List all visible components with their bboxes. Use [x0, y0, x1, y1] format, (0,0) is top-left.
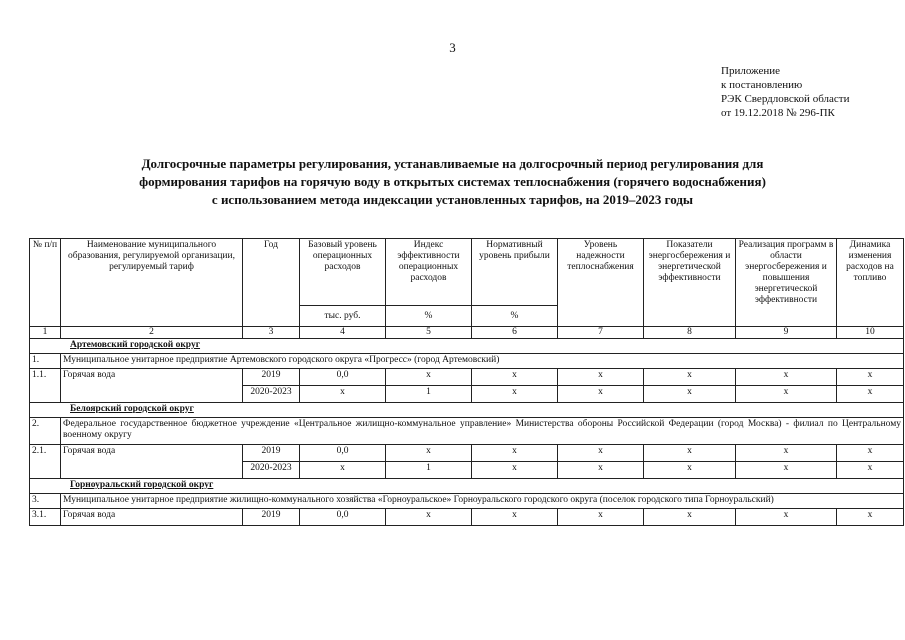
column-number: 10	[837, 327, 904, 339]
title-line: с использованием метода индексации установленных тарифов, на 2019–2023 годы	[211, 192, 694, 207]
header-cell: Уровень надежности теплоснабжения	[558, 239, 644, 327]
district-name	[30, 403, 904, 418]
value-cell: x	[386, 445, 472, 462]
organization-name: Муниципальное унитарное предприятие жилищно-коммунального хозяйства «Горноуральское» Горноуральского городского округа (поселок городского типа Горноуральский)	[61, 494, 904, 509]
district-row	[30, 479, 904, 494]
page-number: 3	[449, 40, 456, 55]
value-cell: x	[837, 462, 904, 479]
value-cell: x	[386, 509, 472, 526]
value-cell: x	[472, 445, 558, 462]
value-cell: x	[736, 509, 837, 526]
value-cell: x	[472, 509, 558, 526]
value-cell: x	[300, 462, 386, 479]
value-cell: 0,0	[300, 445, 386, 462]
tariff-row	[30, 369, 904, 386]
table-header-row	[30, 239, 904, 306]
header-cell: № п/п	[30, 239, 61, 327]
title-line: формирования тарифов на горячую воду в открытых системах теплоснабжения (горячего водоснабжения)	[139, 174, 766, 189]
appendix-line: РЭК Свердловской области	[721, 93, 850, 105]
value-cell: x	[472, 369, 558, 386]
tariff-row	[30, 445, 904, 462]
column-number: 7	[558, 327, 644, 339]
column-number: 2	[61, 327, 243, 339]
organization-row	[30, 494, 904, 509]
year-cell: 2020-2023	[243, 462, 300, 479]
value-cell: x	[736, 462, 837, 479]
district-label: Горноуральский городской округ	[70, 480, 214, 490]
value-cell: x	[736, 386, 837, 403]
value-cell: x	[644, 445, 736, 462]
header-cell: Показатели энергосбережения и энергетической эффективности	[644, 239, 736, 327]
tariff-row	[30, 509, 904, 526]
column-number: 8	[644, 327, 736, 339]
row-number: 2.	[30, 418, 61, 445]
year-cell: 2019	[243, 369, 300, 386]
district-name	[30, 339, 904, 354]
row-number: 1.1.	[30, 369, 61, 403]
value-cell: x	[736, 369, 837, 386]
header-cell: Базовый уровень операционных расходов	[300, 239, 386, 306]
organization-name: Муниципальное унитарное предприятие Артемовского городского округа «Прогресс» (город Артемовский)	[61, 354, 904, 369]
appendix-line: от 19.12.2018 № 296-ПК	[721, 107, 835, 119]
header-cell: Индекс эффективности операционных расходов	[386, 239, 472, 306]
value-cell: x	[558, 462, 644, 479]
document-title	[60, 155, 845, 209]
title-line: Долгосрочные параметры регулирования, устанавливаемые на долгосрочный период регулирования для	[141, 156, 764, 171]
value-cell: x	[837, 509, 904, 526]
year-cell: 2019	[243, 445, 300, 462]
year-cell: 2019	[243, 509, 300, 526]
column-number: 5	[386, 327, 472, 339]
value-cell: x	[472, 462, 558, 479]
value-cell: x	[386, 369, 472, 386]
district-label: Артемовский городской округ	[70, 340, 201, 350]
row-number: 2.1.	[30, 445, 61, 479]
value-cell: 1	[386, 462, 472, 479]
column-number: 6	[472, 327, 558, 339]
column-number: 3	[243, 327, 300, 339]
header-cell: Динамика изменения расходов на топливо	[837, 239, 904, 327]
district-row	[30, 339, 904, 354]
tariff-name: Горячая вода	[61, 445, 243, 479]
appendix-line: к постановлению	[721, 79, 803, 91]
value-cell: x	[644, 509, 736, 526]
appendix-block	[721, 64, 849, 120]
tariff-name: Горячая вода	[61, 369, 243, 403]
value-cell: x	[558, 386, 644, 403]
header-cell: Нормативный уровень прибыли	[472, 239, 558, 306]
value-cell: x	[837, 386, 904, 403]
value-cell: x	[837, 369, 904, 386]
organization-name: Федеральное государственное бюджетное учреждение «Центральное жилищно-коммунальное управление» Министерства обороны Российской Федерации (город Москва) - филиал по Центральному военному округу	[61, 418, 904, 445]
value-cell: 0,0	[300, 509, 386, 526]
value-cell: 0,0	[300, 369, 386, 386]
value-cell: x	[837, 445, 904, 462]
header-cell: Наименование муниципального образования, регулируемой организации, регулируемый тариф	[61, 239, 243, 327]
value-cell: x	[472, 386, 558, 403]
district-row	[30, 403, 904, 418]
value-cell: x	[644, 462, 736, 479]
column-number: 1	[30, 327, 61, 339]
tariff-name: Горячая вода	[61, 509, 243, 526]
value-cell: x	[558, 369, 644, 386]
appendix-line: Приложение	[721, 65, 781, 77]
organization-row	[30, 418, 904, 445]
header-cell: Реализация программ в области энергосбережения и повышения энергетической эффективности	[736, 239, 837, 327]
value-cell: x	[736, 445, 837, 462]
value-cell: x	[644, 386, 736, 403]
year-cell: 2020-2023	[243, 386, 300, 403]
header-cell: Год	[243, 239, 300, 327]
column-numbers-row	[30, 327, 904, 339]
value-cell: x	[558, 445, 644, 462]
unit-cell: тыс. руб.	[300, 306, 386, 327]
value-cell: x	[644, 369, 736, 386]
row-number: 1.	[30, 354, 61, 369]
organization-row	[30, 354, 904, 369]
district-name	[30, 479, 904, 494]
value-cell: x	[558, 509, 644, 526]
value-cell: 1	[386, 386, 472, 403]
column-number: 9	[736, 327, 837, 339]
unit-cell: %	[386, 306, 472, 327]
row-number: 3.1.	[30, 509, 61, 526]
parameters-table	[29, 238, 904, 526]
row-number: 3.	[30, 494, 61, 509]
district-label: Белоярский городской округ	[70, 404, 194, 414]
column-number: 4	[300, 327, 386, 339]
unit-cell: %	[472, 306, 558, 327]
value-cell: x	[300, 386, 386, 403]
